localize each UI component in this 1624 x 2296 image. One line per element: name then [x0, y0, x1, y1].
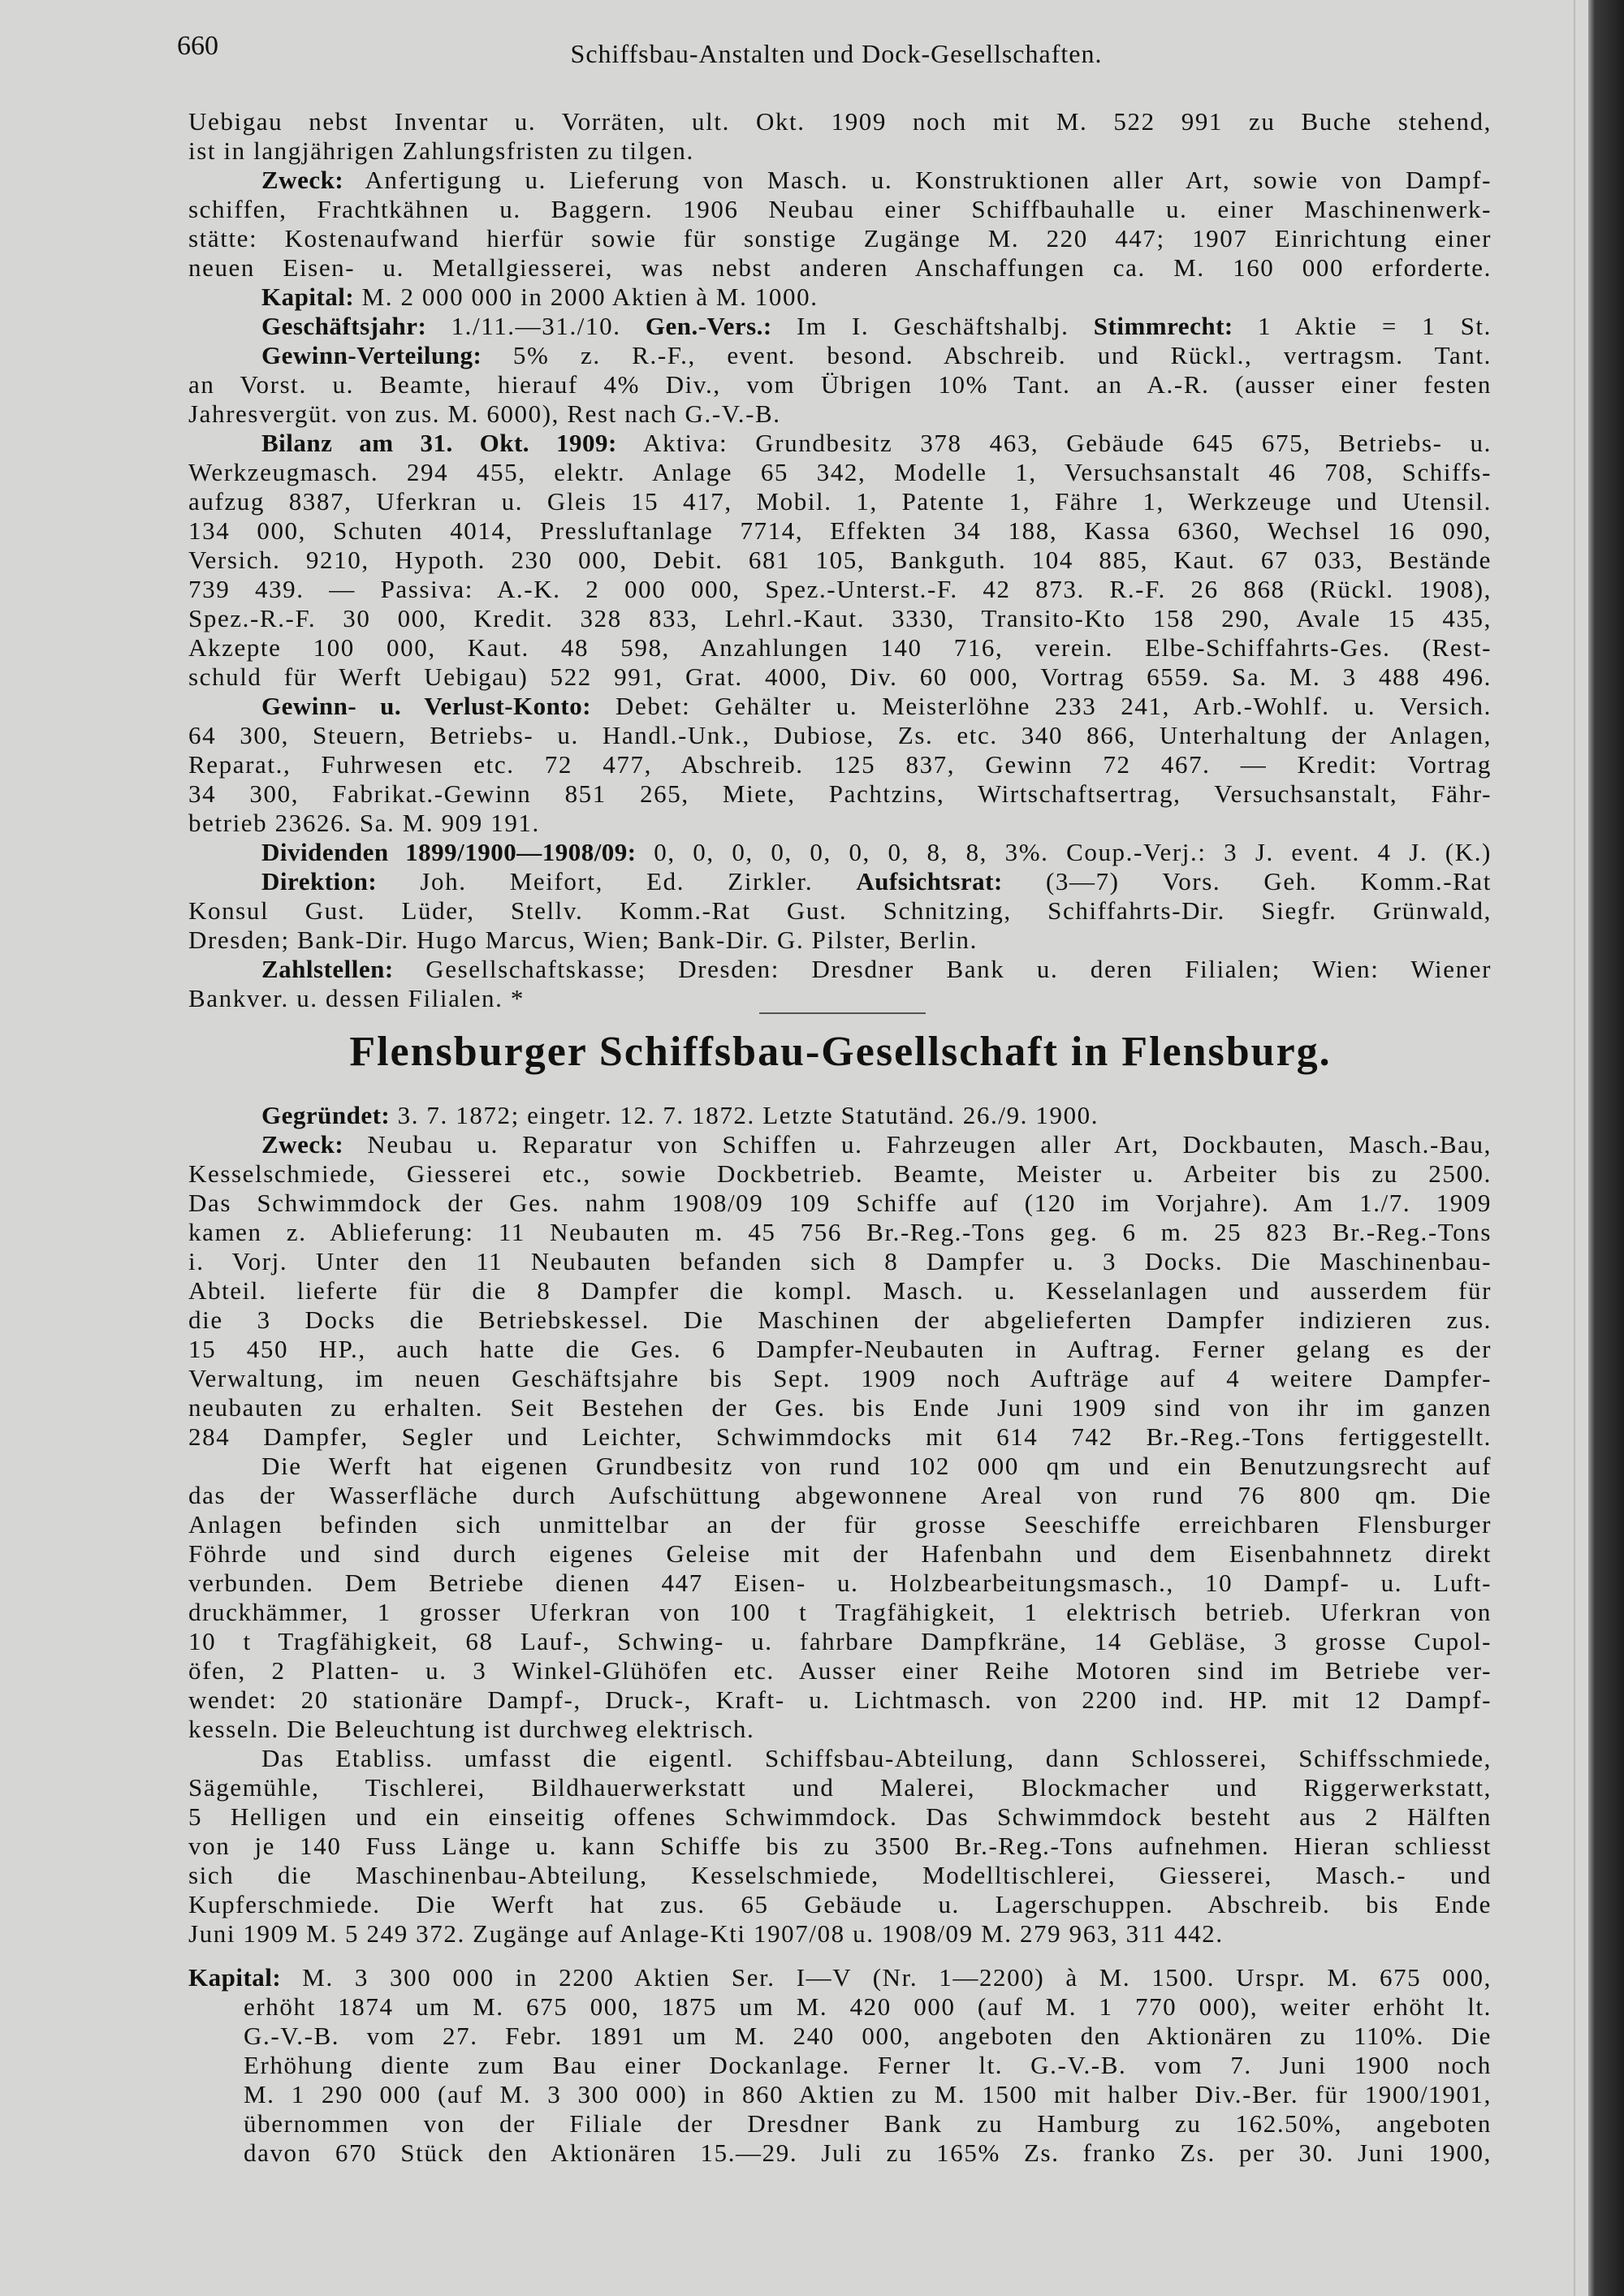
field-text: Kesselschmiede, Giesserei etc., sowie Dockbetrieb. Beamte, Meister u. Arbeiter bis zu 2500. [188, 1159, 1492, 1188]
field-label: Zweck: [261, 1130, 344, 1159]
text-line [188, 253, 1492, 283]
field-text: Anlagen befinden sich unmittelbar an der für grosse Seeschiffe erreichbaren Flensburger [188, 1510, 1492, 1539]
field-text: kamen z. Ablieferung: 11 Neubauten m. 45 756 Br.-Reg.-Tons geg. 6 m. 25 823 Br.-Reg.-Tons [188, 1218, 1492, 1246]
field-text: von je 140 Fuss Länge u. kann Schiffe bis zu 3500 Br.-Reg.-Tons aufnehmen. Hieran schliesst [188, 1832, 1492, 1860]
field-text: M. 1 290 000 (auf M. 3 300 000) in 860 Aktien zu M. 1500 mit halber Div.-Ber. für 1900/1901, [244, 2080, 1492, 2108]
text-line [188, 283, 1492, 312]
text-line [188, 809, 1492, 838]
text-line [188, 341, 1492, 370]
field-text: schiffen, Frachtkähnen u. Baggern. 1906 Neubau einer Schiffbauhalle u. einer Maschinenwerk- [188, 195, 1492, 223]
scan-edge-shadow [1588, 0, 1624, 2296]
text-line [188, 1306, 1492, 1335]
text-line [188, 926, 1492, 955]
text-line [188, 1539, 1492, 1569]
text-line [188, 2051, 1492, 2080]
field-text: Im I. Geschäftshalbj. [771, 312, 1094, 340]
field-text: Anfertigung u. Lieferung von Masch. u. Konstruktionen aller Art, sowie von Dampf- [343, 166, 1492, 194]
scan-fold-line [1574, 0, 1575, 2296]
field-text: 284 Dampfer, Segler und Leichter, Schwimmdocks mit 614 742 Br.-Reg.-Tons fertiggestellt. [188, 1422, 1492, 1451]
text-line [188, 1101, 1492, 1130]
text-line [188, 750, 1492, 779]
field-text: Verwaltung, im neuen Geschäftsjahre bis Sept. 1909 noch Aufträge auf 4 weitere Dampfer- [188, 1364, 1492, 1392]
field-text: Abteil. lieferte für die 8 Dampfer die kompl. Masch. u. Kesselanlagen und ausserdem für [188, 1276, 1492, 1305]
field-label: Kapital: [188, 1963, 282, 1992]
field-text: Sägemühle, Tischlerei, Bildhauerwerkstatt und Malerei, Blockmacher und Riggerwerkstatt, [188, 1773, 1492, 1802]
text-line [188, 2022, 1492, 2051]
text-line [188, 1832, 1492, 1861]
field-text: Uebigau nebst Inventar u. Vorräten, ult. Okt. 1909 noch mit M. 522 991 zu Buche stehend, [188, 107, 1492, 136]
text-line [188, 984, 1492, 1013]
field-text: Das Etabliss. umfasst die eigentl. Schiffsbau-Abteilung, dann Schlosserei, Schiffsschmiede, [261, 1744, 1492, 1772]
text-line [188, 399, 1492, 429]
field-text: 739 439. — Passiva: A.-K. 2 000 000, Spez.-Unterst.-F. 42 873. R.-F. 26 868 (Rückl. 1908), [188, 575, 1492, 603]
field-text: neubauten zu erhalten. Seit Bestehen der Ges. bis Ende Juni 1909 sind von ihr im ganzen [188, 1393, 1492, 1422]
field-label: Kapital: [261, 283, 355, 311]
field-text: Neubau u. Reparatur von Schiffen u. Fahrzeugen aller Art, Dockbauten, Masch.-Bau, [343, 1130, 1492, 1159]
field-text: sich die Maschinenbau-Abteilung, Kesselschmiede, Modelltischlerei, Giesserei, Masch.- und [188, 1861, 1492, 1889]
field-text: 34 300, Fabrikat.-Gewinn 851 265, Miete, Pachtzins, Wirtschaftsertrag, Versuchsanstalt, Fähr- [188, 779, 1492, 808]
text-line [188, 2138, 1492, 2168]
field-text: 10 t Tragfähigkeit, 68 Lauf-, Schwing- u. fahrbare Dampfkräne, 14 Gebläse, 3 grosse Cupol- [188, 1627, 1492, 1655]
field-label: Gewinn- u. Verlust-Konto: [261, 692, 592, 720]
text-line [188, 487, 1492, 516]
field-text: i. Vorj. Unter den 11 Neubauten befanden sich 8 Dampfer u. 3 Docks. Die Maschinenbau- [188, 1247, 1492, 1275]
text-line [188, 1247, 1492, 1276]
field-label: Gegründet: [261, 1101, 391, 1129]
field-text: Dresden; Bank-Dir. Hugo Marcus, Wien; Bank-Dir. G. Pilster, Berlin. [188, 926, 978, 954]
text-line [188, 721, 1492, 750]
field-text: Die Werft hat eigenen Grundbesitz von rund 102 000 qm und ein Benutzungsrecht auf [261, 1452, 1492, 1480]
field-text: ist in langjährigen Zahlungsfristen zu tilgen. [188, 136, 694, 165]
field-text: Akzepte 100 000, Kaut. 48 598, Anzahlungen 140 716, verein. Elbe-Schiffahrts-Ges. (Rest- [188, 633, 1492, 662]
text-line [188, 458, 1492, 487]
field-label: Direktion: [261, 867, 378, 896]
text-line [188, 1861, 1492, 1890]
text-line [188, 1159, 1492, 1189]
field-label: Gen.-Vers.: [645, 312, 772, 340]
field-text: M. 3 300 000 in 2200 Aktien Ser. I—V (Nr. 1—2200) à M. 1500. Urspr. M. 675 000, [281, 1963, 1492, 1992]
text-line [188, 2080, 1492, 2109]
field-label: Zahlstellen: [261, 955, 394, 983]
field-text: davon 670 Stück den Aktionären 15.—29. Juli zu 165% Zs. franko Zs. per 30. Juni 1900, [244, 2138, 1492, 2167]
field-text: 5% z. R.-F., event. besond. Abschreib. und Rückl., vertragsm. Tant. [482, 341, 1492, 369]
field-text: wendet: 20 stationäre Dampf-, Druck-, Kraft- u. Lichtmasch. von 2200 ind. HP. mit 12 Dampf- [188, 1685, 1492, 1714]
text-line [188, 429, 1492, 458]
text-line [188, 1890, 1492, 1919]
field-text: Reparat., Fuhrwesen etc. 72 477, Abschreib. 125 837, Gewinn 72 467. — Kredit: Vortrag [188, 750, 1492, 779]
text-line [188, 1130, 1492, 1159]
text-line [188, 1452, 1492, 1481]
running-title: Schiffsbau-Anstalten und Dock-Gesellschaften. [570, 39, 1103, 68]
field-text: Bankver. u. dessen Filialen. * [188, 984, 525, 1012]
field-text: Joh. Meifort, Ed. Zirkler. [377, 867, 857, 896]
flensburger-entry-body [188, 1101, 1492, 1949]
text-line [188, 1919, 1492, 1949]
field-text: 64 300, Steuern, Betriebs- u. Handl.-Unk., Dubiose, Zs. etc. 340 866, Unterhaltung der Anlagen, [188, 721, 1492, 749]
field-text: (3—7) Vors. Geh. Komm.-Rat [1002, 867, 1492, 896]
field-text: öfen, 2 Platten- u. 3 Winkel-Glühöfen etc. Ausser einer Reihe Motoren sind im Betriebe ver- [188, 1656, 1492, 1685]
text-line [188, 2109, 1492, 2138]
field-text: M. 2 000 000 in 2000 Aktien à M. 1000. [354, 283, 818, 311]
text-line [188, 516, 1492, 546]
field-text: 5 Helligen und ein einseitig offenes Schwimmdock. Das Schwimmdock besteht aus 2 Hälften [188, 1802, 1492, 1831]
field-text: Debet: Gehälter u. Meisterlöhne 233 241, Arb.-Wohlf. u. Versich. [591, 692, 1492, 720]
field-label: Aufsichtsrat: [856, 867, 1003, 896]
text-line [188, 107, 1492, 136]
field-text: Gesellschaftskasse; Dresden: Dresdner Bank u. deren Filialen; Wien: Wiener [393, 955, 1492, 983]
field-text: Spez.-R.-F. 30 000, Kredit. 328 833, Lehrl.-Kaut. 3330, Transito-Kto 158 290, Avale 15 435, [188, 604, 1492, 632]
text-line [188, 1276, 1492, 1306]
field-text: schuld für Werft Uebigau) 522 991, Grat. 4000, Div. 60 000, Vortrag 6559. Sa. M. 3 488 496. [188, 662, 1492, 691]
text-line [188, 838, 1492, 867]
previous-company-entry [188, 107, 1492, 1013]
field-label: Geschäftsjahr: [261, 312, 427, 340]
field-text: Jahresvergüt. von zus. M. 6000), Rest nach G.-V.-B. [188, 399, 781, 428]
text-line [188, 166, 1492, 195]
text-line [188, 633, 1492, 662]
field-text: 3. 7. 1872; eingetr. 12. 7. 1872. Letzte Statutänd. 26./9. 1900. [390, 1101, 1099, 1129]
text-line [188, 896, 1492, 926]
text-line [188, 1393, 1492, 1422]
text-line [188, 1802, 1492, 1832]
text-line [188, 1963, 1492, 1992]
text-line [188, 224, 1492, 253]
flensburger-kapital [188, 1963, 1492, 2168]
text-line [188, 1715, 1492, 1744]
text-line [188, 1189, 1492, 1218]
field-text: Das Schwimmdock der Ges. nahm 1908/09 109 Schiffe auf (120 im Vorjahre). Am 1./7. 1909 [188, 1189, 1492, 1217]
field-text: betrieb 23626. Sa. M. 909 191. [188, 809, 540, 837]
text-line [188, 1422, 1492, 1452]
text-line [188, 1656, 1492, 1685]
text-line [188, 312, 1492, 341]
text-line [188, 1992, 1492, 2022]
field-text: Versich. 9210, Hypoth. 230 000, Debit. 681 105, Bankguth. 104 885, Kaut. 67 033, Bestände [188, 546, 1492, 574]
text-line [188, 779, 1492, 809]
company-title: Flensburger Schiffsbau-Gesellschaft in Flensburg. [349, 1029, 1332, 1075]
field-text: Erhöhung diente zum Bau einer Dockanlage. Ferner lt. G.-V.-B. vom 7. Juni 1900 noch [244, 2051, 1492, 2079]
field-text: 1 Aktie = 1 St. [1233, 312, 1492, 340]
text-line [188, 955, 1492, 984]
text-line [188, 1481, 1492, 1510]
text-line [188, 692, 1492, 721]
text-line [188, 1218, 1492, 1247]
field-label: Dividenden 1899/1900—1908/09: [261, 838, 637, 866]
field-text: an Vorst. u. Beamte, hierauf 4% Div., vom Übrigen 10% Tant. an A.-R. (ausser einer festen [188, 370, 1492, 399]
text-line [188, 575, 1492, 604]
field-text: 0, 0, 0, 0, 0, 0, 0, 8, 8, 3%. Coup.-Verj.: 3 J. event. 4 J. (K.) [636, 838, 1492, 866]
field-text: 1./11.—31./10. [426, 312, 646, 340]
field-text: Aktiva: Grundbesitz 378 463, Gebäude 645 675, Betriebs- u. [616, 429, 1492, 457]
field-text: das der Wasserfläche durch Aufschüttung abgewonnene Areal von rund 76 800 qm. Die [188, 1481, 1492, 1509]
field-text: Föhrde und sind durch eigenes Geleise mit der Hafenbahn und dem Eisenbahnnetz direkt [188, 1539, 1492, 1568]
field-label: Stimmrecht: [1093, 312, 1233, 340]
field-text: Werkzeugmasch. 294 455, elektr. Anlage 65 342, Modelle 1, Versuchsanstalt 46 708, Schiffs- [188, 458, 1492, 486]
section-divider [759, 1012, 926, 1014]
field-text: übernommen von der Filiale der Dresdner Bank zu Hamburg zu 162.50%, angeboten [244, 2109, 1492, 2138]
field-text: aufzug 8387, Uferkran u. Gleis 15 417, Mobil. 1, Patente 1, Fähre 1, Werkzeuge und Utensil. [188, 487, 1492, 516]
field-label: Gewinn-Verteilung: [261, 341, 482, 369]
text-line [188, 1773, 1492, 1802]
field-text: 15 450 HP., auch hatte die Ges. 6 Dampfer-Neubauten in Auftrag. Ferner gelang es der [188, 1335, 1492, 1363]
field-text: verbunden. Dem Betriebe dienen 447 Eisen- u. Holzbearbeitungsmasch., 10 Dampf- u. Luft- [188, 1569, 1492, 1597]
text-line [188, 195, 1492, 224]
field-text: druckhämmer, 1 grosser Uferkran von 100 t Tragfähigkeit, 1 elektrisch betrieb. Uferkran von [188, 1598, 1492, 1626]
text-line [188, 136, 1492, 166]
text-line [188, 1598, 1492, 1627]
field-text: kesseln. Die Beleuchtung ist durchweg elektrisch. [188, 1715, 755, 1743]
text-line [188, 1335, 1492, 1364]
text-line [188, 1685, 1492, 1715]
field-text: erhöht 1874 um M. 675 000, 1875 um M. 420 000 (auf M. 1 770 000), weiter erhöht lt. [244, 1992, 1492, 2021]
field-label: Zweck: [261, 166, 344, 194]
field-text: neuen Eisen- u. Metallgiesserei, was nebst anderen Anschaffungen ca. M. 160 000 erforderte. [188, 253, 1492, 282]
field-text: G.-V.-B. vom 27. Febr. 1891 um M. 240 000, angeboten den Aktionären zu 110%. Die [244, 2022, 1492, 2050]
text-line [188, 662, 1492, 692]
field-text: Kupferschmiede. Die Werft hat zus. 65 Gebäude u. Lagerschuppen. Abschreib. bis Ende [188, 1890, 1492, 1918]
text-line [188, 1569, 1492, 1598]
field-label: Bilanz am 31. Okt. 1909: [261, 429, 617, 457]
text-line [188, 604, 1492, 633]
text-line [188, 546, 1492, 575]
field-text: Konsul Gust. Lüder, Stellv. Komm.-Rat Gust. Schnitzing, Schiffahrts-Dir. Siegfr. Grünwald, [188, 896, 1492, 925]
field-text: stätte: Kostenaufwand hierfür sowie für sonstige Zugänge M. 220 447; 1907 Einrichtung einer [188, 224, 1492, 252]
field-text: die 3 Docks die Betriebskessel. Die Maschinen der abgelieferten Dampfer indizieren zus. [188, 1306, 1492, 1334]
text-line [188, 1510, 1492, 1539]
field-text: Juni 1909 M. 5 249 372. Zugänge auf Anlage-Kti 1907/08 u. 1908/09 M. 279 963, 311 442. [188, 1919, 1224, 1948]
text-line [188, 867, 1492, 896]
page-number: 660 [177, 31, 218, 61]
text-line [188, 1364, 1492, 1393]
text-line [188, 370, 1492, 399]
field-text: 134 000, Schuten 4014, Pressluftanlage 7714, Effekten 34 188, Kassa 6360, Wechsel 16 090, [188, 516, 1492, 545]
text-line [188, 1627, 1492, 1656]
text-line [188, 1744, 1492, 1773]
